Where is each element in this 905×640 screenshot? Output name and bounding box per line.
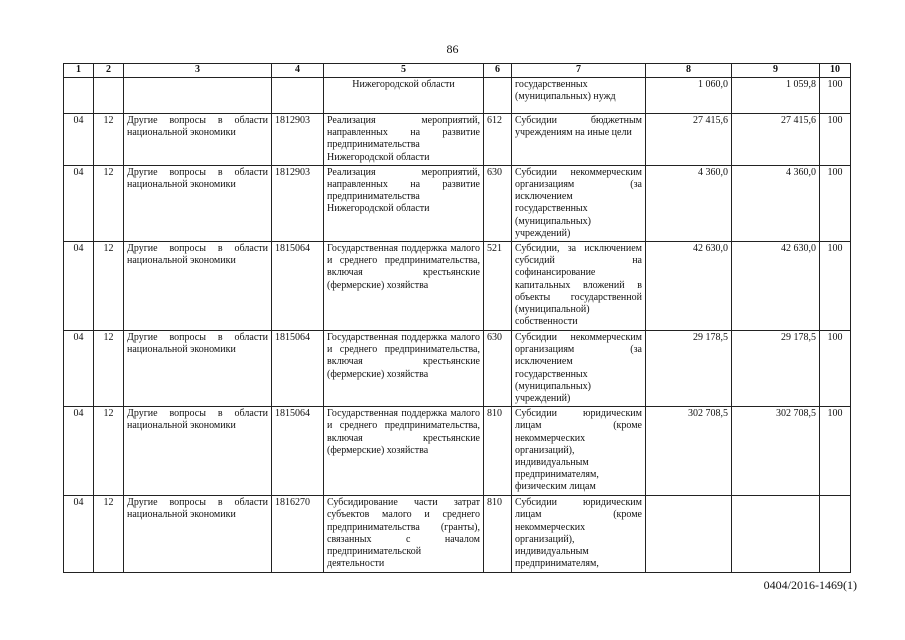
planned-amount: 302 708,5: [646, 407, 732, 496]
subsection-code: 12: [94, 242, 124, 331]
table-row: [64, 114, 851, 166]
table-row: [64, 407, 851, 496]
subsection-name: Другие вопросы в области национальной экономики: [124, 114, 272, 166]
executed-amount: 29 178,5: [732, 331, 820, 407]
target-article: 1815064: [272, 407, 324, 496]
expense-name: Субсидии, за исключением субсидий на софинансирование капитальных вложений в объекты государственной (муниципальной) собственности: [512, 242, 646, 331]
execution-percent: 100: [820, 114, 851, 166]
section-code: 04: [64, 331, 94, 407]
executed-amount: 27 415,6: [732, 114, 820, 166]
section-code: 04: [64, 242, 94, 331]
execution-percent: [820, 496, 851, 573]
section-code: 04: [64, 407, 94, 496]
expense-name: государственных (муниципальных) нужд: [512, 78, 646, 114]
target-article: 1815064: [272, 242, 324, 331]
expense-type: 612: [484, 114, 512, 166]
col-header-6: 6: [484, 64, 512, 78]
execution-percent: 100: [820, 331, 851, 407]
executed-amount: 302 708,5: [732, 407, 820, 496]
col-header-2: 2: [94, 64, 124, 78]
target-article: 1816270: [272, 496, 324, 573]
planned-amount: [646, 496, 732, 573]
target-article: 1815064: [272, 331, 324, 407]
target-article: [272, 78, 324, 114]
section-code: 04: [64, 496, 94, 573]
planned-amount: 4 360,0: [646, 165, 732, 241]
article-name: Государственная поддержка малого и среднего предпринимательства, включая крестьянские (фермерские) хозяйства: [324, 242, 484, 331]
section-code: 04: [64, 114, 94, 166]
executed-amount: 1 059,8: [732, 78, 820, 114]
header-row: [64, 64, 851, 78]
article-name: Нижегородской области: [324, 78, 484, 114]
subsection-code: 12: [94, 165, 124, 241]
expense-type: 630: [484, 165, 512, 241]
planned-amount: 27 415,6: [646, 114, 732, 166]
expense-name: Субсидии юридическим лицам (кроме некоммерческих организаций), индивидуальным предпринимателям,: [512, 496, 646, 573]
article-name: Субсидирование части затрат субъектов малого и среднего предпринимательства (гранты), связанных с началом предпринимательской деятельности: [324, 496, 484, 573]
expense-type: 810: [484, 407, 512, 496]
subsection-code: 12: [94, 114, 124, 166]
table-row: [64, 496, 851, 573]
subsection-name: Другие вопросы в области национальной экономики: [124, 331, 272, 407]
page-number: 86: [446, 42, 459, 56]
expense-name: Субсидии юридическим лицам (кроме некоммерческих организаций), индивидуальным предпринимателям, физическим лицам: [512, 407, 646, 496]
subsection-name: [124, 78, 272, 114]
budget-table: [63, 63, 851, 573]
subsection-name: Другие вопросы в области национальной экономики: [124, 165, 272, 241]
article-name: Государственная поддержка малого и среднего предпринимательства, включая крестьянские (фермерские) хозяйства: [324, 407, 484, 496]
executed-amount: [732, 496, 820, 573]
executed-amount: 4 360,0: [732, 165, 820, 241]
subsection-code: 12: [94, 496, 124, 573]
col-header-7: 7: [512, 64, 646, 78]
table-row: [64, 165, 851, 241]
article-name: Реализация мероприятий, направленных на развитие предпринимательства Нижегородской области: [324, 165, 484, 241]
planned-amount: 1 060,0: [646, 78, 732, 114]
section-code: [64, 78, 94, 114]
col-header-3: 3: [124, 64, 272, 78]
execution-percent: 100: [820, 242, 851, 331]
col-header-9: 9: [732, 64, 820, 78]
col-header-10: 10: [820, 64, 851, 78]
target-article: 1812903: [272, 165, 324, 241]
subsection-code: [94, 78, 124, 114]
table-row: [64, 331, 851, 407]
expense-type: [484, 78, 512, 114]
subsection-name: Другие вопросы в области национальной экономики: [124, 407, 272, 496]
subsection-name: Другие вопросы в области национальной экономики: [124, 242, 272, 331]
expense-name: Субсидии некоммерческим организациям (за исключением государственных (муниципальных) учреждений): [512, 331, 646, 407]
expense-name: Субсидии бюджетным учреждениям на иные цели: [512, 114, 646, 166]
table-row: [64, 242, 851, 331]
execution-percent: 100: [820, 407, 851, 496]
col-header-4: 4: [272, 64, 324, 78]
article-name: Реализация мероприятий, направленных на развитие предпринимательства Нижегородской области: [324, 114, 484, 166]
col-header-8: 8: [646, 64, 732, 78]
execution-percent: 100: [820, 165, 851, 241]
expense-type: 810: [484, 496, 512, 573]
col-header-1: 1: [64, 64, 94, 78]
target-article: 1812903: [272, 114, 324, 166]
section-code: 04: [64, 165, 94, 241]
planned-amount: 29 178,5: [646, 331, 732, 407]
planned-amount: 42 630,0: [646, 242, 732, 331]
col-header-5: 5: [324, 64, 484, 78]
expense-type: 630: [484, 331, 512, 407]
expense-name: Субсидии некоммерческим организациям (за исключением государственных (муниципальных) учреждений): [512, 165, 646, 241]
executed-amount: 42 630,0: [732, 242, 820, 331]
subsection-code: 12: [94, 331, 124, 407]
subsection-name: Другие вопросы в области национальной экономики: [124, 496, 272, 573]
execution-percent: 100: [820, 78, 851, 114]
expense-type: 521: [484, 242, 512, 331]
table-row: [64, 78, 851, 114]
document-code: 0404/2016-1469(1): [763, 578, 857, 592]
subsection-code: 12: [94, 407, 124, 496]
article-name: Государственная поддержка малого и среднего предпринимательства, включая крестьянские (фермерские) хозяйства: [324, 331, 484, 407]
